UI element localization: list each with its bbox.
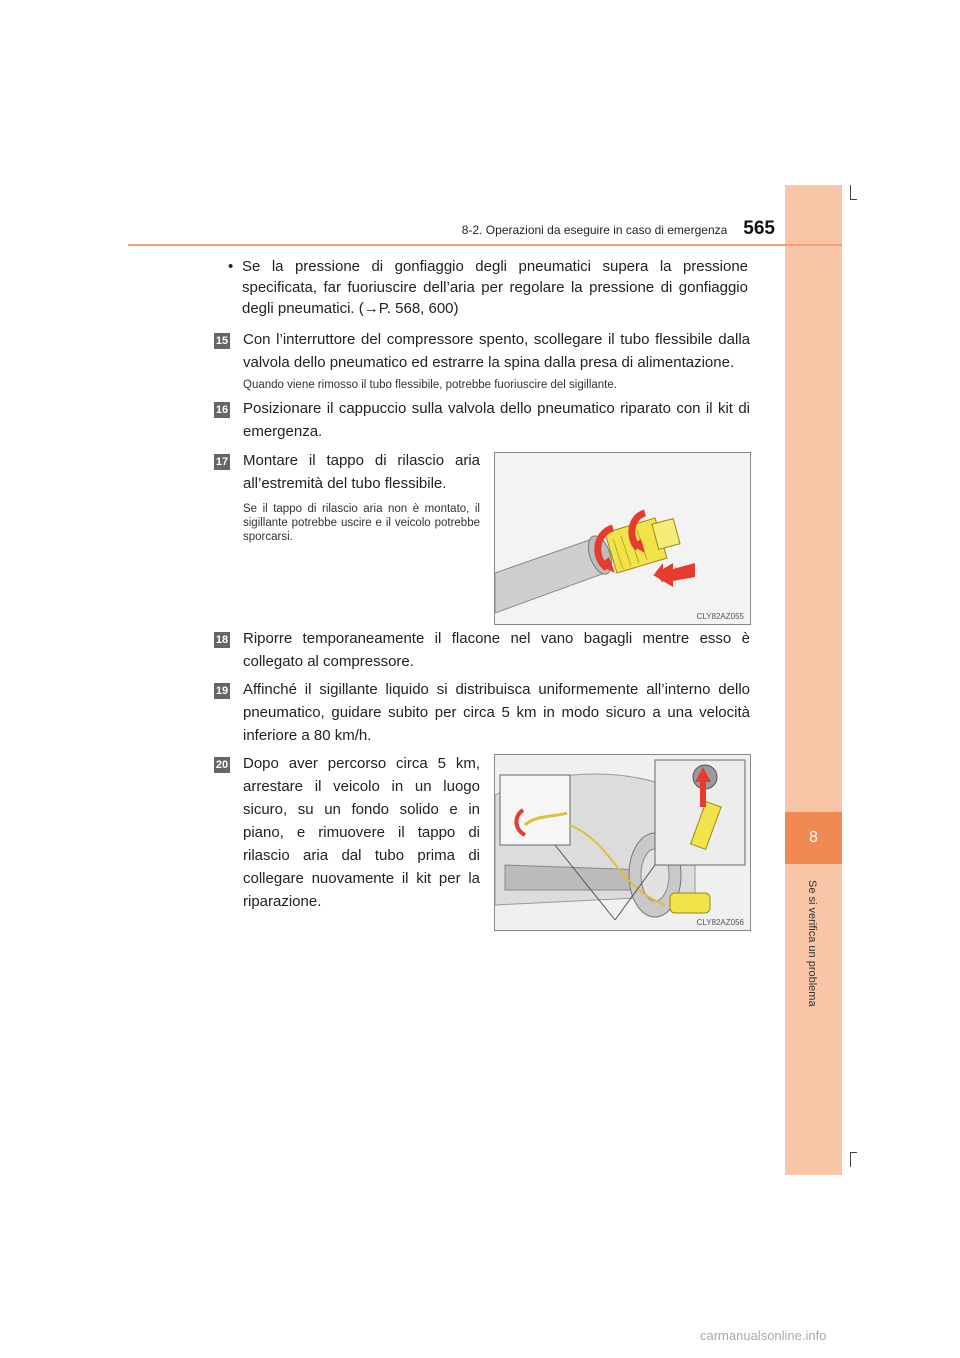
step-number-15: 15 xyxy=(215,335,229,347)
step-number-19: 19 xyxy=(215,685,229,697)
step-number-16: 16 xyxy=(215,404,229,416)
step-text-16: Posizionare il cappuccio sulla valvola dello pneumatico riparato con il kit di emergenza. xyxy=(243,400,750,440)
chapter-title: Se si verifica un problema xyxy=(806,880,818,1007)
step-text-17: Montare il tappo di rilascio aria all’estremità del tubo flessibile. xyxy=(243,452,480,492)
air-release-cap-illustration xyxy=(495,453,750,624)
step-number-18: 18 xyxy=(215,634,229,646)
section-title: 8-2. Operazioni da eseguire in caso di emergenza xyxy=(461,223,728,237)
header-rule xyxy=(128,244,842,246)
bullet-item xyxy=(228,256,748,319)
figure-code: CLY82AZ055 xyxy=(696,612,744,621)
watermark: carmanualsonline.info xyxy=(700,1328,827,1343)
bullet-dot: • xyxy=(228,258,234,275)
step-number-20: 20 xyxy=(215,759,229,771)
figure-air-release-cap xyxy=(494,452,751,625)
step-text-20: Dopo aver percorso circa 5 km, arrestare il veicolo in un luogo sicuro, su un fondo solido e in piano, e rimuovere il tappo di rilascio aria dal tubo prima di collegare nuovamente il kit per la riparazione. xyxy=(243,755,480,910)
figure-code: CLY82AZ056 xyxy=(696,918,744,927)
step-text-15: Con l’interruttore del compressore spento, scollegare il tubo flessibile dalla valvola dello pneumatico ed estrarre la spina dalla presa di alimentazione. xyxy=(243,331,750,371)
crop-mark-bottom xyxy=(850,1152,857,1167)
page-number: 565 xyxy=(743,218,775,239)
step-text-19: Affinché il sigillante liquido si distribuisca uniformemente all’interno dello pneumatico, guidare subito per circa 5 km in modo sicuro a una velocità inferiore a 80 km/h. xyxy=(243,681,750,744)
step-note-15: Quando viene rimosso il tubo flessibile, potrebbe fuoriuscire del sigillante. xyxy=(243,379,617,391)
vehicle-repair-kit-illustration xyxy=(495,755,750,930)
bullet-text: Se la pressione di gonfiaggio degli pneumatici supera la pressione specificata, far fuoriuscire dell’aria per regolare la pressione di gonfiaggio degli pneumatici. (→P. 568, 600) xyxy=(242,258,748,317)
crop-mark-top xyxy=(850,185,857,200)
figure-remove-cap xyxy=(494,754,751,931)
page-header xyxy=(390,218,775,240)
step-number-17: 17 xyxy=(215,456,229,468)
chapter-number-tab: 8 xyxy=(785,812,842,864)
step-note-17: Se il tappo di rilascio aria non è montato, il sigillante potrebbe uscire e il veicolo potrebbe sporcarsi. xyxy=(243,503,480,543)
step-text-18: Riporre temporaneamente il flacone nel vano bagagli mentre esso è collegato al compressore. xyxy=(243,630,750,670)
